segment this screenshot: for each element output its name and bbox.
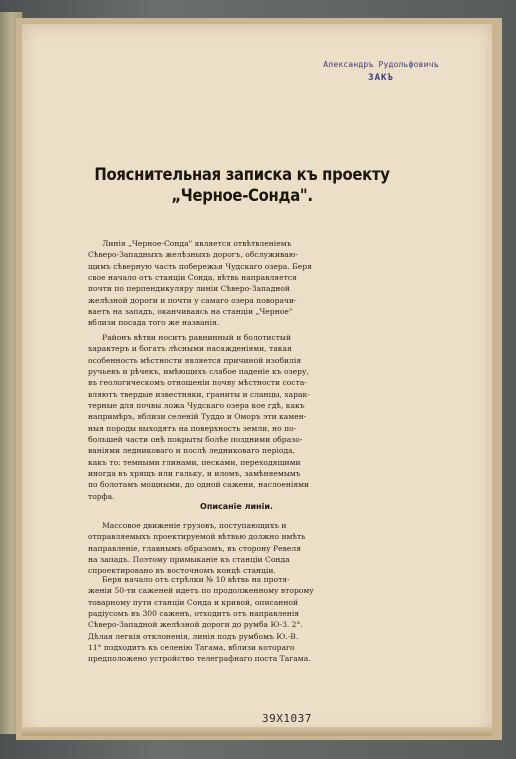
text-line: спроектировано въ восточномъ концѣ станціи. <box>88 566 276 576</box>
text-line: 11° подходитъ къ селенію Тагама, вблизи котораго <box>88 643 295 653</box>
text-line: Дѣлая легкія отклоненія, линія подъ румбомъ Ю.-В. <box>88 631 299 641</box>
text-line: какъ то: темными глинами, песками, переходящими <box>88 457 301 467</box>
text-line: особенность мѣстности является причиной изобилія <box>88 355 302 365</box>
text-line: Массовое движеніе грузовъ, поступающихъ и <box>102 521 287 530</box>
text-line: ваетъ на западъ, оканчиваясь на станціи „Черное" <box>88 307 293 317</box>
region-paragraph <box>88 332 385 502</box>
text-line: желѣзной дороги и почти у самаго озера поворачи- <box>88 295 297 305</box>
text-line: ручьевъ и рѣчекъ, имѣющихъ слабое паденіе къ озеру, <box>88 367 309 377</box>
text-line: Сѣверо-Западной желѣзной дороги до румба Ю-З. 2°. <box>88 620 303 630</box>
text-line: предположено устройство телеграфнаго поста Тагама. <box>88 654 311 664</box>
text-line: иногда въ хрящъ или гальку, и иломъ, замѣняемымъ <box>88 469 301 479</box>
text-line: женіи 50-ти саженей идетъ по продолженному второму <box>88 586 314 596</box>
archive-number: 39X1037 <box>262 712 312 725</box>
title-line-1: Пояснительная записка къ проекту <box>94 165 390 184</box>
route-paragraph <box>88 574 385 665</box>
text-line: Районъ вѣтви носитъ равнинный и болотистый <box>102 333 292 342</box>
text-line: вблизи посада того же названія. <box>88 318 220 328</box>
text-line: почти по перпендикуляру линіи Сѣверо-Западной <box>88 284 290 294</box>
intro-paragraph <box>88 238 385 329</box>
text-line: ваніями ледниковаго и послѣ ледниковаго періода, <box>88 446 296 456</box>
stamp-name: Александръ Рудольфовичъ <box>323 60 439 69</box>
text-line: щимъ сѣверную часть побережья Чудскаго озера. Беря <box>88 261 312 271</box>
traffic-paragraph <box>88 520 385 577</box>
text-line: большей части онѣ покрыты болѣе поздними образо- <box>88 435 303 445</box>
text-line: свое начало отъ станціи Сонда, вѣтвь направляется <box>88 273 297 283</box>
text-line: вляютъ твердые известняки, граниты и сланцы, харак- <box>88 389 310 399</box>
text-line: напримѣръ, вблизи селеній Туддо и Оморъ эти камен- <box>88 412 307 422</box>
text-line: торфа. <box>88 491 115 501</box>
section-heading: Описаніе линіи. <box>200 502 273 511</box>
text-line: направленіе, главнымъ образомъ, въ сторону Ревеля <box>88 543 302 553</box>
text-line: Сѣверо-Западныхъ желѣзныхъ дорогъ, обслуживаю- <box>88 250 299 260</box>
text-line: отправляемыхъ проектируемой вѣтвью должно имѣть <box>88 532 306 542</box>
text-line: товарному пути станціи Сонда и кривой, описанной <box>88 597 299 607</box>
ownership-stamp <box>316 60 446 83</box>
text-line: на западъ. Поэтому примыканіе къ станціи Сонда <box>88 555 290 565</box>
text-line: характеръ и богатъ лѣсными насажденіями, такая <box>88 344 292 354</box>
text-line: по болотамъ мощными, до одной сажени, наслоеніями <box>88 480 310 490</box>
text-line: терные для почвы ложа Чудскаго озера кое гдѣ, какъ <box>88 401 305 411</box>
title-line-2: „Черное-Сонда". <box>171 186 313 205</box>
text-line: радіусомъ въ 300 саженъ, отходитъ отъ направленія <box>88 609 300 619</box>
text-line: ныя породы выходятъ на поверхность земли, но по- <box>88 423 297 433</box>
stamp-surname: ЗАКЪ <box>368 73 394 83</box>
page-bottom-edge <box>22 727 492 736</box>
document-title <box>92 164 392 206</box>
text-line: Беря начало отъ стрѣлки № 10 вѣтвь на протя- <box>102 575 290 584</box>
text-line: въ геологическомъ отношеніи почву мѣстности соста- <box>88 378 307 388</box>
text-line: Линія „Черное-Сонда" является отвѣтвленіемъ <box>102 239 292 248</box>
